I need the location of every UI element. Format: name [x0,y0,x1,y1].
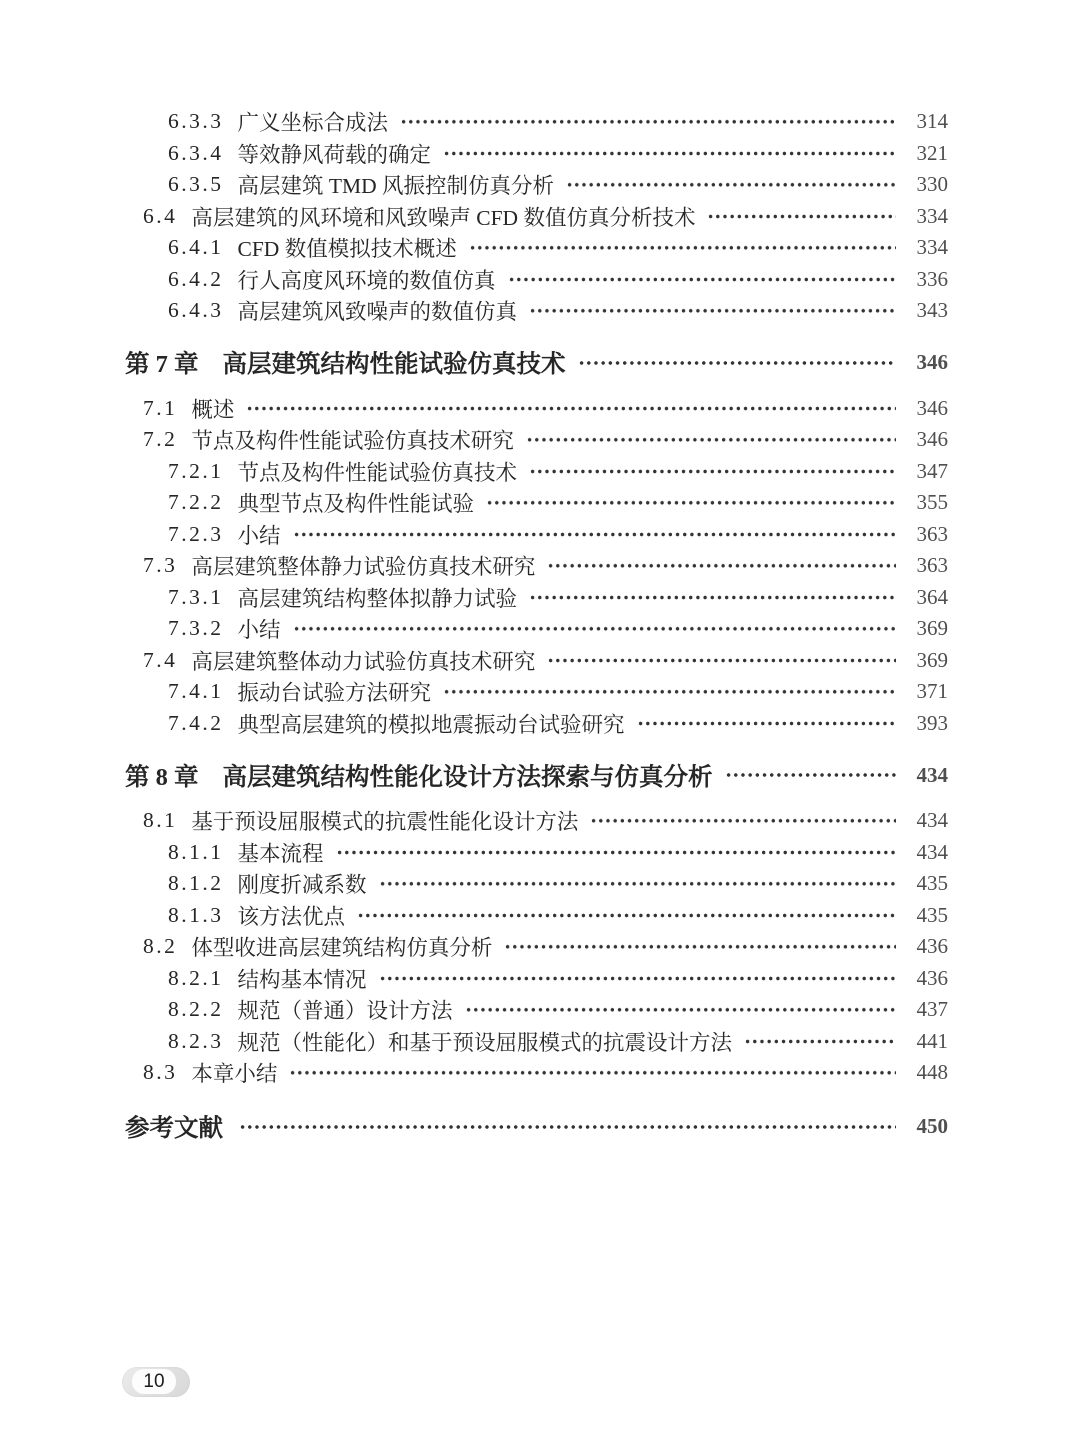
toc-entry-page: 371 [916,679,948,704]
toc-entry-page: 369 [916,647,948,672]
toc-entry-page: 355 [916,490,948,515]
toc-entry-title: 本章小结 [191,1062,278,1087]
toc-entry [125,931,948,963]
toc-entry-number: 7.4.1 [168,679,224,704]
dot-leader-rule [725,755,897,795]
dot-leader-rule [529,456,896,488]
toc-entry [125,963,948,995]
toc-entry-title: 典型高层建筑的模拟地震振动台试验研究 [237,712,625,737]
toc-entry [125,487,948,519]
toc-entry-number: 7.3 [143,553,178,578]
dot-leader-rule [504,931,896,963]
toc-entry [125,645,948,677]
toc-entry [125,676,948,708]
toc-entry-number: 7.2.1 [168,458,224,483]
toc-entry [125,393,948,425]
toc-entry [125,1107,948,1147]
dot-leader-rule [566,169,896,201]
toc-entry-title: 高层建筑结构性能试验仿真技术 [222,351,566,378]
dot-leader-rule [578,343,897,383]
toc-entry-number: 7.2 [143,427,178,452]
toc-entry-number: 8.1.2 [168,871,224,896]
toc-entry-title: 等效静风荷载的确定 [237,142,432,167]
toc-entry-number: 6.3.3 [168,109,224,134]
toc-entry [125,900,948,932]
dot-leader-rule [529,295,896,327]
dot-leader-rule [379,963,896,995]
dot-leader-rule [547,645,896,677]
toc-entry-title: 振动台试验方法研究 [237,681,432,706]
page-number: 10 [132,1369,176,1394]
toc-entry-title: 高层建筑的风环境和风致噪声 CFD 数值仿真分析技术 [191,205,696,230]
toc-entry-title: 高层建筑风致噪声的数值仿真 [237,300,518,325]
toc-entry-title: 基本流程 [237,841,324,866]
dot-leader-rule [357,900,896,932]
toc-entry-title: 广义坐标合成法 [237,111,389,136]
toc-entry-title: 行人高度风环境的数值仿真 [237,268,496,293]
dot-leader-rule [637,708,896,740]
dot-leader-rule [443,138,896,170]
toc-entry-number: 6.4 [143,203,178,228]
toc-entry-title: 典型节点及构件性能试验 [237,492,475,517]
dot-leader-rule [744,1026,896,1058]
toc-entry-number: 8.2.1 [168,965,224,990]
dot-leader-rule [400,106,896,138]
toc-entry-number: 8.2.3 [168,1028,224,1053]
toc-entry-number: 6.3.4 [168,140,224,165]
toc-entry-number: 6.3.5 [168,172,224,197]
toc-entry [125,295,948,327]
toc-entry-page: 321 [916,140,948,165]
toc-entry-page: 450 [916,1114,948,1138]
dot-leader-rule [508,264,896,296]
toc-entry-number: 8.2 [143,934,178,959]
toc-entry-title: 结构基本情况 [237,967,367,992]
toc-entry [125,264,948,296]
toc-entry-title: 规范（性能化）和基于预设屈服模式的抗震设计方法 [237,1030,733,1055]
toc-entry [125,343,948,383]
toc-entry [125,805,948,837]
toc-entry-page: 314 [916,109,948,134]
dot-leader-rule [293,613,896,645]
toc-entry-title: 小结 [237,523,281,548]
dot-leader-rule [465,994,896,1026]
toc-entry [125,1026,948,1058]
dot-leader-rule [443,676,896,708]
toc-entry-page: 448 [916,1060,948,1085]
toc-entry-title: 高层建筑整体动力试验仿真技术研究 [191,649,536,674]
toc-entry-page: 346 [916,395,948,420]
toc-entry-number: 7.2.2 [168,490,224,515]
toc-entry-page: 364 [916,584,948,609]
dot-leader-rule [486,487,896,519]
toc-entry-number: 6.4.2 [168,266,224,291]
toc-entry [125,232,948,264]
toc-entry-page: 393 [916,710,948,735]
toc-entry [125,201,948,233]
toc-entry-page: 336 [916,266,948,291]
toc-entry-page: 346 [916,350,948,374]
toc-entry-number: 7.4 [143,647,178,672]
toc-entry-page: 436 [916,934,948,959]
toc-entry-number: 8.2.2 [168,997,224,1022]
toc-entry [125,138,948,170]
toc-entry-number: 6.4.3 [168,298,224,323]
toc-entry-number: 8.1 [143,808,178,833]
dot-leader-rule [469,232,896,264]
toc-entry-number: 7.2.3 [168,521,224,546]
page-number-pill [122,1367,190,1397]
dot-leader-rule [293,519,896,551]
toc-entry-title: 高层建筑 TMD 风振控制仿真分析 [237,174,555,199]
toc-entry-title: 高层建筑整体静力试验仿真技术研究 [191,555,536,580]
toc-entry-number: 7.3.1 [168,584,224,609]
toc-entry-page: 435 [916,871,948,896]
toc-entry-page: 363 [916,521,948,546]
toc-entry [125,519,948,551]
dot-leader-rule [379,868,896,900]
toc-entry-page: 434 [916,839,948,864]
toc-entry-page: 437 [916,997,948,1022]
toc-entry-title: 该方法优点 [237,904,346,929]
toc-entry-title: 刚度折减系数 [237,873,367,898]
toc-entry-number: 8.1.1 [168,839,224,864]
toc-entry-number: 7.3.2 [168,616,224,641]
toc-list [125,106,948,1147]
toc-entry-number: 第 8 章 [125,763,199,791]
toc-entry-title: 节点及构件性能试验仿真技术 [237,460,518,485]
toc-entry-page: 346 [916,427,948,452]
toc-entry-number: 第 7 章 [125,351,199,378]
toc-entry-page: 363 [916,553,948,578]
toc-entry-title: 规范（普通）设计方法 [237,999,453,1024]
toc-entry-number: 8.1.3 [168,902,224,927]
toc-entry-number: 7.4.2 [168,710,224,735]
toc-entry [125,994,948,1026]
toc-entry [125,613,948,645]
toc-entry-title: 高层建筑结构整体拟静力试验 [237,586,518,611]
toc-entry-page: 434 [916,808,948,833]
toc-entry-page: 347 [916,458,948,483]
toc-entry [125,868,948,900]
toc-entry-title: 体型收进高层建筑结构仿真分析 [191,936,493,961]
toc-entry-number: 6.4.1 [168,235,224,260]
toc-entry [125,837,948,869]
toc-entry-title: 高层建筑结构性能化设计方法探索与仿真分析 [222,763,713,791]
dot-leader-rule [526,424,896,456]
dot-leader-rule [707,201,896,233]
toc-entry [125,456,948,488]
toc-entry [125,106,948,138]
dot-leader-rule [246,393,896,425]
toc-entry [125,582,948,614]
toc-entry [125,550,948,582]
toc-entry [125,1057,948,1089]
toc-entry-title: 概述 [191,397,235,422]
dot-leader-rule [590,805,896,837]
toc-entry-title: 小结 [237,618,281,643]
toc-entry-page: 435 [916,902,948,927]
toc-entry-page: 441 [916,1028,948,1053]
toc-entry-title: CFD 数值模拟技术概述 [237,237,457,262]
dot-leader-rule [336,837,896,869]
dot-leader-rule [529,582,896,614]
toc-entry-page: 343 [916,298,948,323]
toc-entry-number: 7.1 [143,395,178,420]
toc-entry-title: 参考文献 [125,1115,223,1142]
dot-leader-rule [547,550,896,582]
toc-entry-page: 330 [916,172,948,197]
toc-entry-page: 369 [916,616,948,641]
toc-entry-page: 434 [916,762,948,787]
toc-entry-title: 节点及构件性能试验仿真技术研究 [191,429,514,454]
toc-entry-page: 334 [916,235,948,260]
toc-entry [125,708,948,740]
toc-entry [125,424,948,456]
toc-entry-page: 334 [916,203,948,228]
dot-leader-rule [289,1057,896,1089]
toc-entry-page: 436 [916,965,948,990]
toc-entry [125,755,948,795]
toc-entry-title: 基于预设屈服模式的抗震性能化设计方法 [191,810,579,835]
dot-leader-rule [239,1107,896,1147]
toc-entry [125,169,948,201]
toc-entry-number: 8.3 [143,1060,178,1085]
